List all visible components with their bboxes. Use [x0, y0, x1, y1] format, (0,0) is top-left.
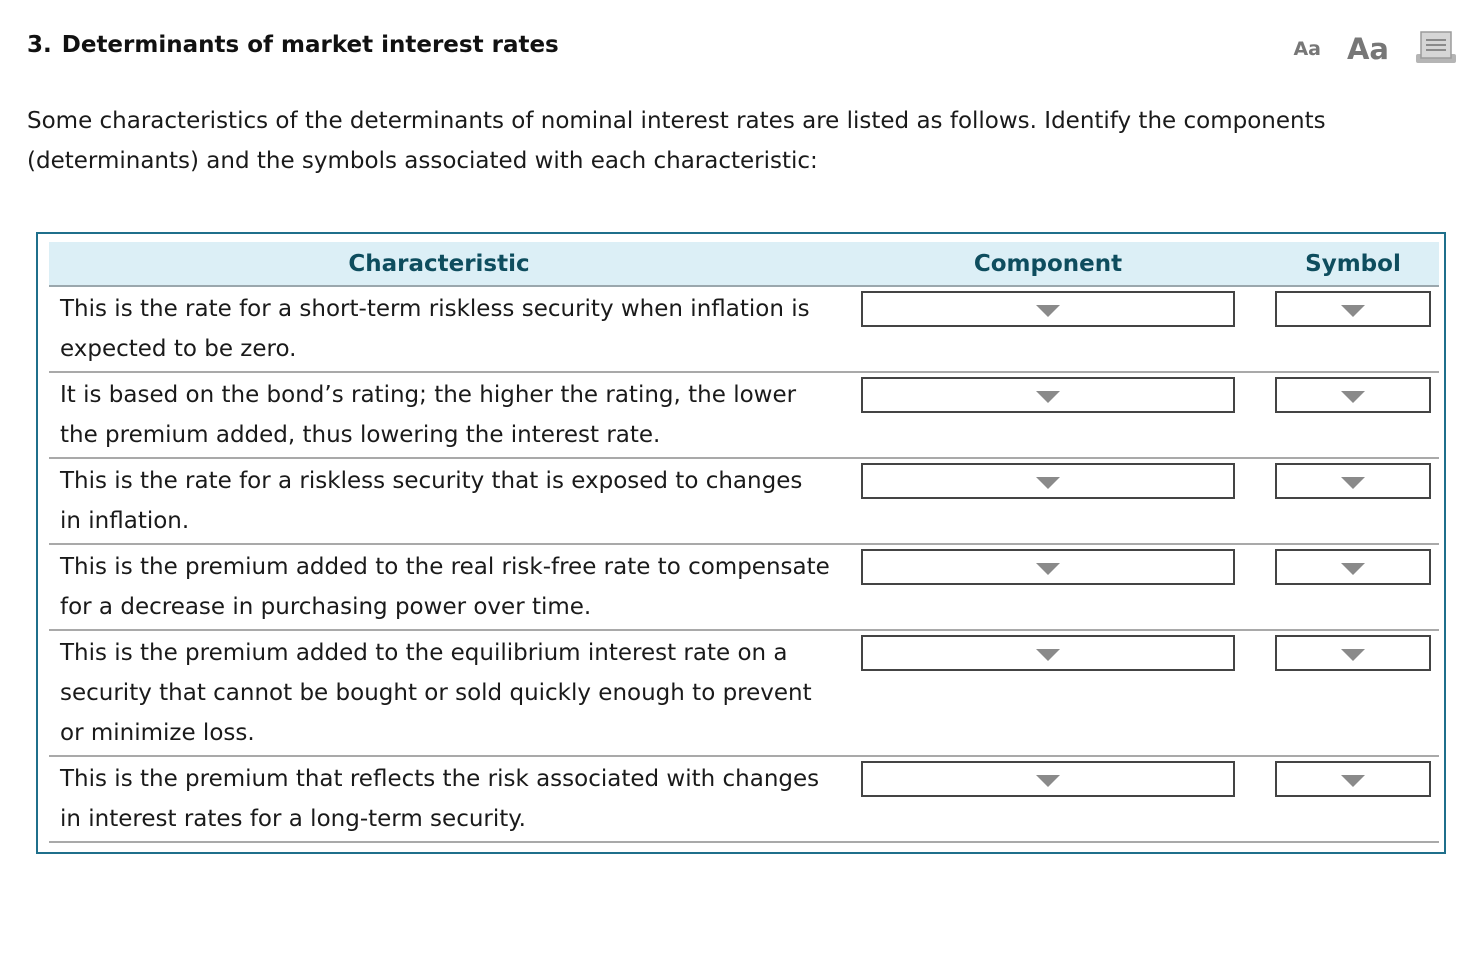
- chevron-down-icon: [1341, 477, 1365, 489]
- chevron-down-icon: [1341, 391, 1365, 403]
- question-title-text: Determinants of market interest rates: [61, 32, 559, 58]
- symbol-dropdown[interactable]: [1275, 291, 1431, 327]
- chevron-down-icon: [1341, 563, 1365, 575]
- chevron-down-icon: [1341, 305, 1365, 317]
- header-symbol: Symbol: [1305, 251, 1401, 277]
- table-grid: [49, 242, 1439, 843]
- symbol-dropdown[interactable]: [1275, 377, 1431, 413]
- chevron-down-icon: [1036, 563, 1060, 575]
- table-row: [49, 373, 1439, 459]
- component-dropdown[interactable]: [861, 549, 1235, 585]
- characteristic-text: This is the premium added to the real risk-free rate to compensate for a decrease in purchasing power over time.: [60, 554, 830, 620]
- symbol-dropdown[interactable]: [1275, 761, 1431, 797]
- question-number: 3.: [27, 32, 52, 58]
- print-icon[interactable]: [1415, 30, 1457, 64]
- intro-text: Some characteristics of the determinants of nominal interest rates are listed as follows. Identify the components (determinants) and the symbols associated with each characteristic:: [27, 108, 1326, 174]
- chevron-down-icon: [1036, 305, 1060, 317]
- header-component: Component: [973, 251, 1123, 277]
- table-row: [49, 631, 1439, 757]
- characteristic-text: This is the premium that reflects the risk associated with changes in interest rates for a long-term security.: [60, 766, 820, 832]
- component-dropdown[interactable]: [861, 291, 1235, 327]
- characteristic-text: This is the premium added to the equilibrium interest rate on a security that cannot be bought or sold quickly enough to prevent or minimize loss.: [60, 640, 812, 746]
- question-title: [27, 32, 559, 58]
- table-row: [49, 459, 1439, 545]
- characteristic-text: This is the rate for a short-term riskless security when inflation is expected to be zero.: [60, 296, 810, 362]
- decrease-font-button[interactable]: Aa: [1293, 38, 1321, 60]
- characteristic-text: This is the rate for a riskless security that is exposed to changes in inflation.: [60, 468, 803, 534]
- toolbar: [1293, 30, 1457, 64]
- table-row: [49, 287, 1439, 373]
- component-dropdown[interactable]: [861, 377, 1235, 413]
- component-dropdown[interactable]: [861, 463, 1235, 499]
- matching-table: [36, 232, 1446, 854]
- table-header: [49, 242, 1439, 287]
- increase-font-button[interactable]: Aa: [1346, 32, 1389, 66]
- table-row: [49, 757, 1439, 843]
- component-dropdown[interactable]: [861, 635, 1235, 671]
- chevron-down-icon: [1341, 649, 1365, 661]
- chevron-down-icon: [1036, 391, 1060, 403]
- symbol-dropdown[interactable]: [1275, 635, 1431, 671]
- characteristic-text: It is based on the bond’s rating; the higher the rating, the lower the premium added, thus lowering the interest rate.: [60, 382, 797, 448]
- chevron-down-icon: [1036, 775, 1060, 787]
- table-row: [49, 545, 1439, 631]
- chevron-down-icon: [1341, 775, 1365, 787]
- component-dropdown[interactable]: [861, 761, 1235, 797]
- symbol-dropdown[interactable]: [1275, 463, 1431, 499]
- header-characteristic: Characteristic: [348, 251, 530, 277]
- chevron-down-icon: [1036, 477, 1060, 489]
- symbol-dropdown[interactable]: [1275, 549, 1431, 585]
- chevron-down-icon: [1036, 649, 1060, 661]
